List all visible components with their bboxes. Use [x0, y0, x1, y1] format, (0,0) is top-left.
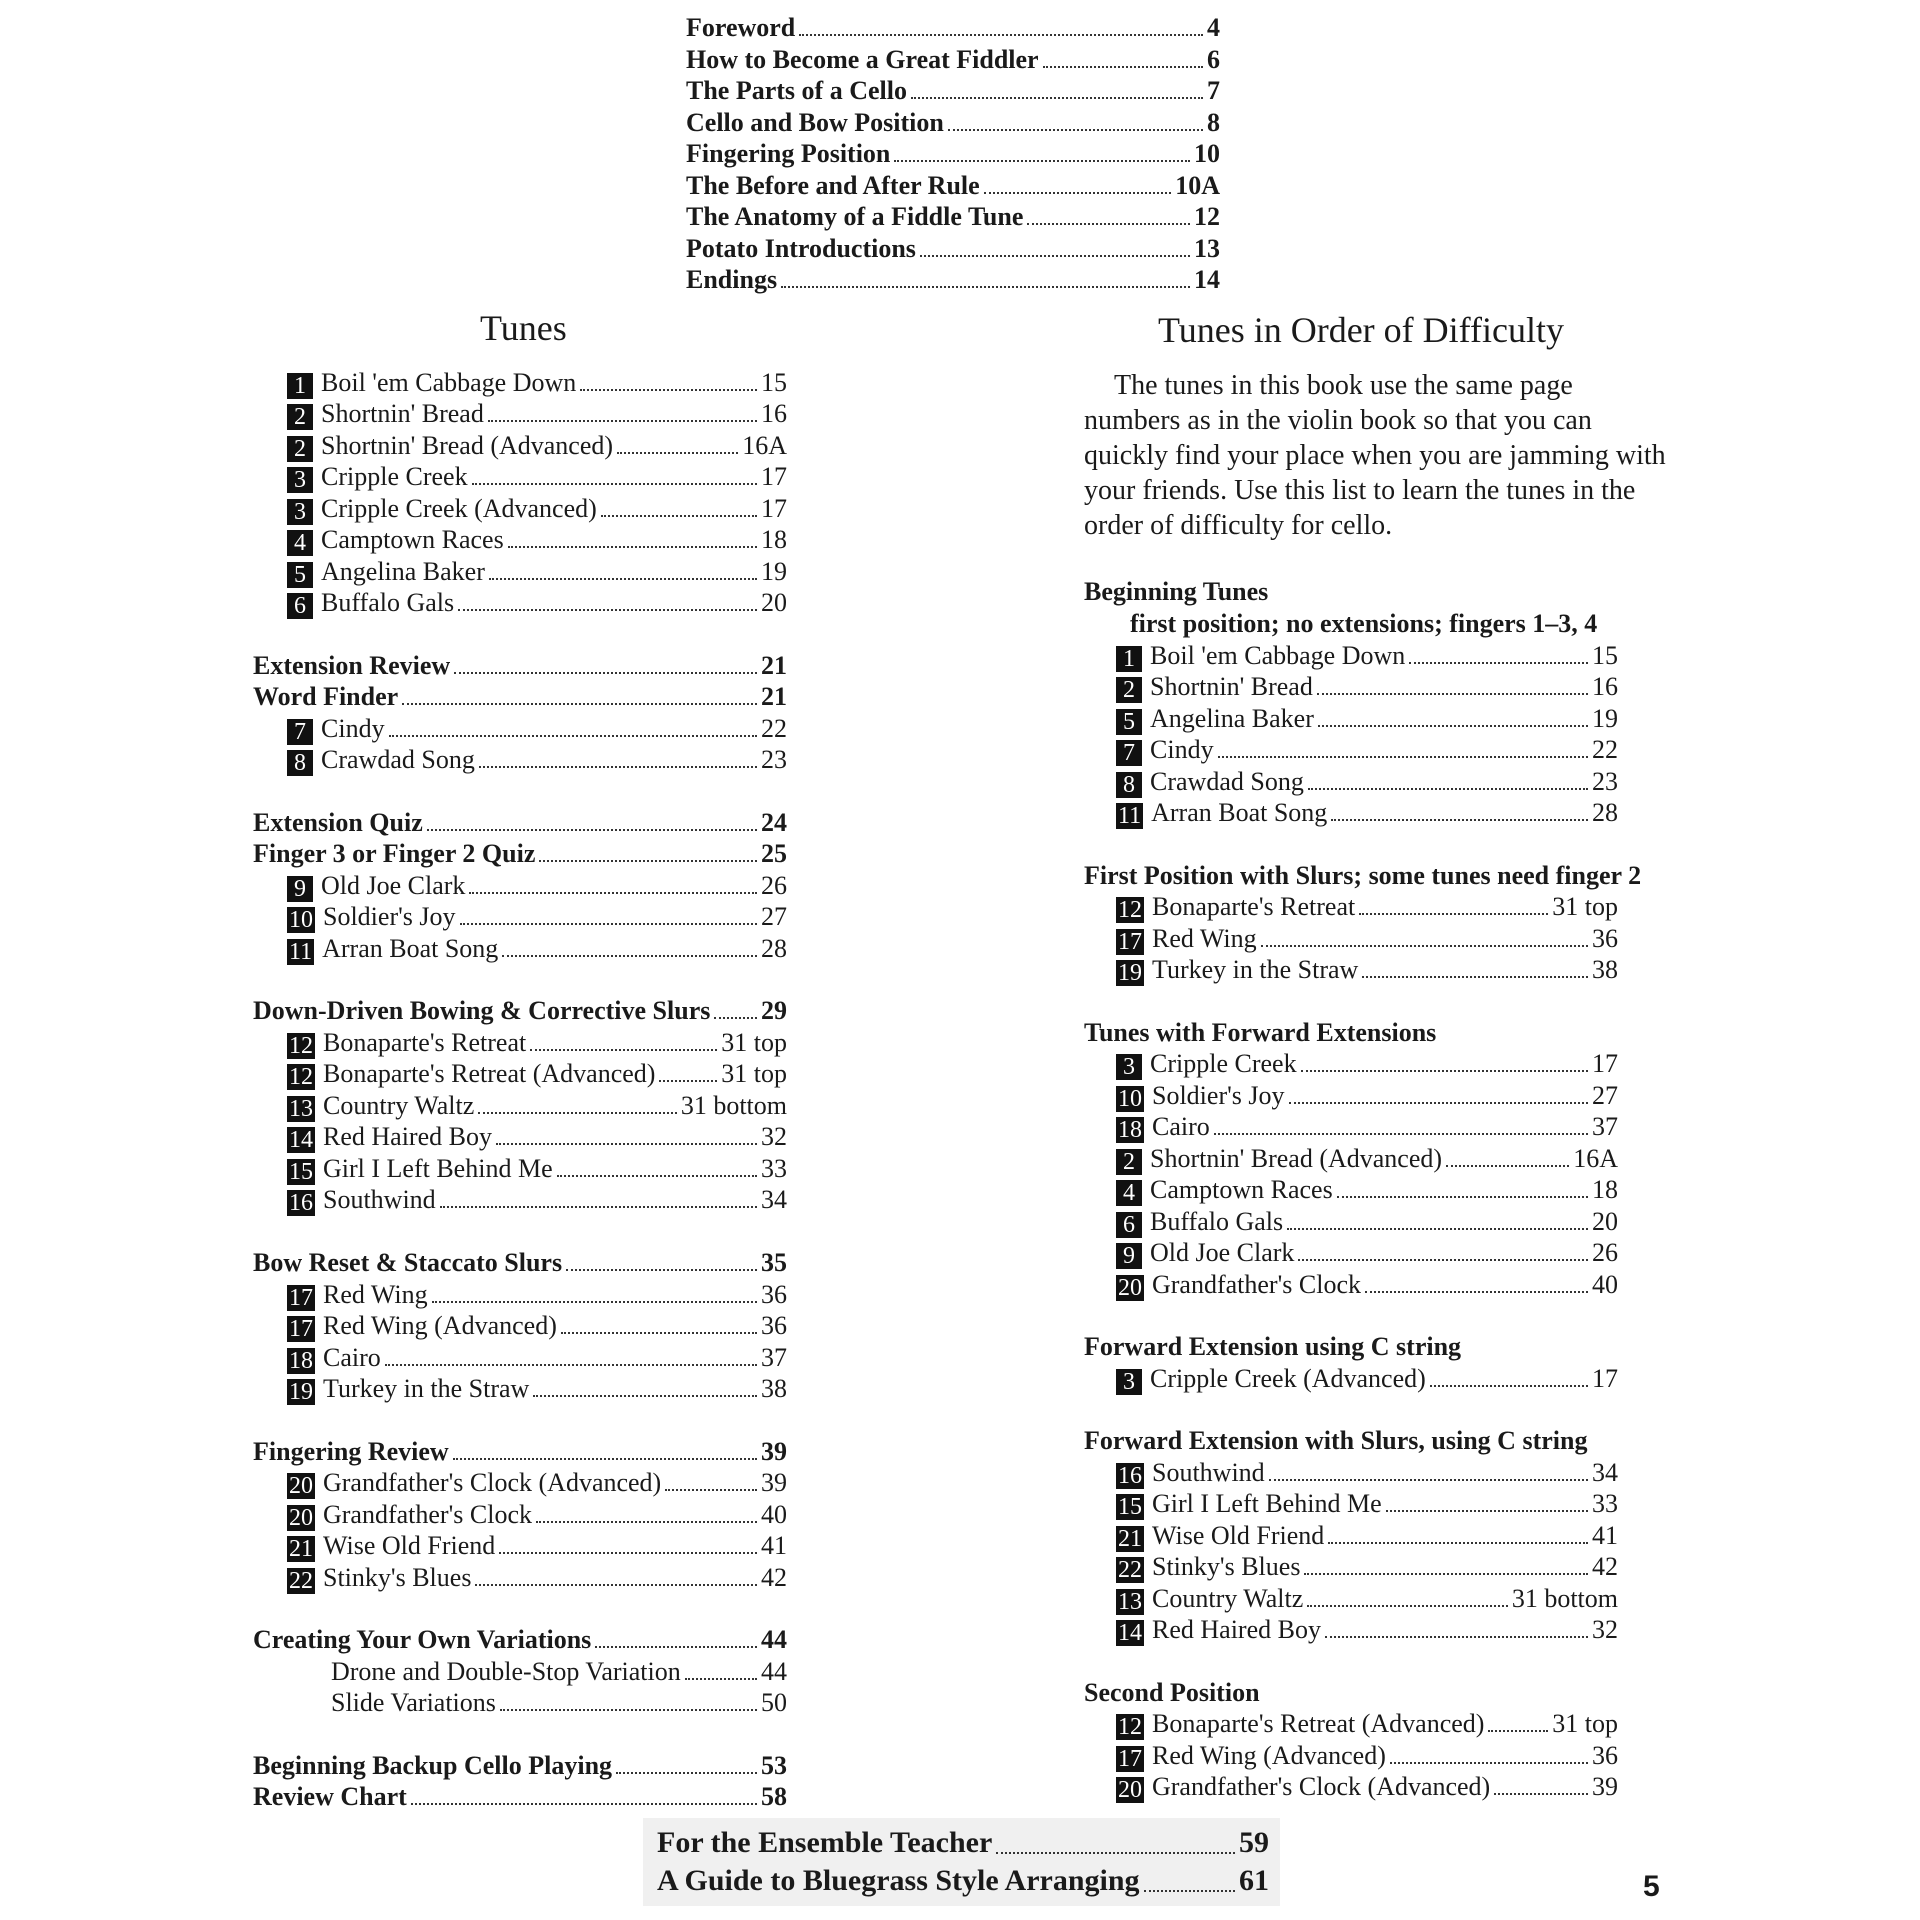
tune-entry: 9 Old Joe Clark 26: [287, 870, 787, 902]
tune-entry: 3 Cripple Creek 17: [287, 461, 787, 493]
tune-entry: 12 Bonaparte's Retreat 31 top: [289, 1028, 787, 1059]
tune-entry: 19 Turkey in the Straw 38: [289, 1374, 787, 1405]
page-number: 5: [1643, 1870, 1660, 1903]
tune-entry: 3 Cripple Creek 17: [1116, 1048, 1618, 1080]
section-entry: Finger 3 or Finger 2 Quiz 25: [253, 839, 787, 868]
tune-entry: 4 Camptown Races 18: [287, 524, 787, 556]
tune-number-badge: 2: [1116, 1149, 1142, 1175]
section-entry: Review Chart 58: [253, 1782, 787, 1811]
tune-number-badge: 1: [287, 373, 313, 399]
section-title: Beginning Tunes: [1084, 577, 1269, 606]
tune-number-badge: 20: [289, 1505, 313, 1531]
tune-entry: 8 Crawdad Song 23: [1116, 766, 1618, 798]
tune-entry: 11 Arran Boat Song 28: [1118, 798, 1618, 829]
tune-number-badge: 8: [1116, 772, 1142, 798]
tune-entry: 12 Bonaparte's Retreat (Advanced) 31 top: [1118, 1709, 1618, 1740]
tune-number-badge: 3: [287, 499, 313, 525]
toc-anatomy-fiddle-tune: The Anatomy of a Fiddle Tune 12: [686, 202, 1220, 231]
tune-entry: 1 Boil 'em Cabbage Down 15: [1116, 640, 1618, 672]
toc-endings: Endings 14: [686, 265, 1220, 294]
tune-number-badge: 3: [1116, 1054, 1142, 1080]
tune-number-badge: 12: [289, 1064, 313, 1090]
tune-number-badge: 18: [1118, 1117, 1142, 1143]
tune-entry: 21 Wise Old Friend 41: [1118, 1521, 1618, 1552]
tune-number-badge: 10: [1118, 1086, 1142, 1112]
section-entry: Extension Review 21: [253, 651, 787, 680]
section-entry: Down-Driven Bowing & Corrective Slurs 29: [253, 996, 787, 1025]
tune-entry: 18 Cairo 37: [289, 1343, 787, 1374]
tune-number-badge: 13: [289, 1096, 313, 1122]
tune-entry: 20 Grandfather's Clock (Advanced) 39: [289, 1468, 787, 1499]
section-subtitle: first position; no extensions; fingers 1–3, 4: [1130, 609, 1598, 638]
tune-entry: 10 Soldier's Joy 27: [289, 902, 787, 933]
tune-entry: 17 Red Wing 36: [289, 1280, 787, 1311]
tune-entry: 9 Old Joe Clark 26: [1116, 1237, 1618, 1269]
toc-ensemble-teacher: For the Ensemble Teacher 59: [657, 1826, 1269, 1859]
tune-entry: 17 Red Wing (Advanced) 36: [289, 1311, 787, 1342]
section-title: Second Position: [1084, 1678, 1260, 1707]
tune-entry: 12 Bonaparte's Retreat 31 top: [1118, 892, 1618, 923]
tune-entry: 12 Bonaparte's Retreat (Advanced) 31 top: [289, 1059, 787, 1090]
tune-number-badge: 6: [287, 593, 313, 619]
tune-entry: 5 Angelina Baker 19: [1116, 703, 1618, 735]
tune-number-badge: 17: [1118, 1746, 1142, 1772]
tune-number-badge: 15: [289, 1159, 313, 1185]
tune-number-badge: 6: [1116, 1212, 1142, 1238]
toc-foreword: Foreword 4: [686, 13, 1220, 42]
tune-number-badge: 2: [287, 436, 313, 462]
tune-number-badge: 11: [1118, 803, 1142, 829]
tune-entry: 19 Turkey in the Straw 38: [1118, 955, 1618, 986]
toc-cello-bow-position: Cello and Bow Position 8: [686, 108, 1220, 137]
tune-number-badge: 17: [289, 1316, 313, 1342]
tune-number-badge: 16: [289, 1190, 313, 1216]
toc-great-fiddler: How to Become a Great Fiddler 6: [686, 45, 1220, 74]
tune-number-badge: 1: [1116, 646, 1142, 672]
tune-number-badge: 15: [1118, 1494, 1142, 1520]
section-title: Forward Extension using C string: [1084, 1332, 1462, 1361]
tune-number-badge: 3: [1116, 1369, 1142, 1395]
tune-entry: 16 Southwind 34: [289, 1185, 787, 1216]
tune-entry: 2 Shortnin' Bread 16: [1116, 671, 1618, 703]
toc-parts-of-cello: The Parts of a Cello 7: [686, 76, 1220, 105]
tune-number-badge: 3: [287, 467, 313, 493]
tune-number-badge: 2: [1116, 677, 1142, 703]
section-entry: Bow Reset & Staccato Slurs 35: [253, 1248, 787, 1277]
toc-fingering-position: Fingering Position 10: [686, 139, 1220, 168]
tune-number-badge: 12: [1118, 897, 1142, 923]
tune-number-badge: 20: [289, 1473, 313, 1499]
tune-entry: 4 Camptown Races 18: [1116, 1174, 1618, 1206]
tune-entry: 20 Grandfather's Clock 40: [1118, 1270, 1618, 1301]
tune-number-badge: 13: [1118, 1589, 1142, 1615]
tune-number-badge: 8: [287, 750, 313, 776]
section-entry: Creating Your Own Variations 44: [253, 1625, 787, 1654]
tune-number-badge: 9: [1116, 1243, 1142, 1269]
tune-number-badge: 12: [289, 1033, 313, 1059]
tune-number-badge: 21: [1118, 1526, 1142, 1552]
tune-number-badge: 22: [289, 1568, 313, 1594]
toc-bluegrass-arranging: A Guide to Bluegrass Style Arranging 61: [657, 1864, 1269, 1897]
tune-number-badge: 10: [289, 907, 313, 933]
section-entry: Extension Quiz 24: [253, 808, 787, 837]
tune-entry: 15 Girl I Left Behind Me 33: [1118, 1489, 1618, 1520]
tune-number-badge: 21: [289, 1536, 313, 1562]
tune-entry: 1 Boil 'em Cabbage Down 15: [287, 367, 787, 399]
tune-number-badge: 14: [1118, 1620, 1142, 1646]
difficulty-intro: The tunes in this book use the same page numbers as in the violin book so that you can quickly find your place when you are jamming with your friends. Use this list to learn the tunes in the order of difficulty for cello.: [1084, 370, 1666, 541]
toc-potato-introductions: Potato Introductions 13: [686, 234, 1220, 263]
tune-number-badge: 18: [289, 1348, 313, 1374]
tune-entry: 14 Red Haired Boy 32: [1118, 1615, 1618, 1646]
tunes-heading: Tunes: [480, 308, 567, 348]
tune-entry: 2 Shortnin' Bread (Advanced) 16A: [1116, 1143, 1618, 1175]
section-title: First Position with Slurs; some tunes need finger 2: [1084, 861, 1642, 890]
sub-entry: Slide Variations 50: [331, 1688, 787, 1717]
tune-entry: 10 Soldier's Joy 27: [1118, 1081, 1618, 1112]
tune-entry: 17 Red Wing (Advanced) 36: [1118, 1741, 1618, 1772]
tune-number-badge: 9: [287, 876, 313, 902]
tune-number-badge: 14: [289, 1127, 313, 1153]
tune-entry: 21 Wise Old Friend 41: [289, 1531, 787, 1562]
tune-number-badge: 2: [287, 404, 313, 430]
tune-entry: 5 Angelina Baker 19: [287, 556, 787, 588]
tune-entry: 2 Shortnin' Bread (Advanced) 16A: [287, 430, 787, 462]
tune-entry: 3 Cripple Creek (Advanced) 17: [1116, 1363, 1618, 1395]
tune-number-badge: 20: [1118, 1777, 1142, 1803]
tune-entry: 20 Grandfather's Clock 40: [289, 1500, 787, 1531]
tune-entry: 14 Red Haired Boy 32: [289, 1122, 787, 1153]
toc-before-after-rule: The Before and After Rule 10A: [686, 171, 1220, 200]
tune-number-badge: 11: [289, 939, 313, 965]
tune-number-badge: 7: [287, 719, 313, 745]
tune-entry: 7 Cindy 22: [1116, 734, 1618, 766]
tune-number-badge: 17: [1118, 929, 1142, 955]
tune-entry: 2 Shortnin' Bread 16: [287, 398, 787, 430]
tune-entry: 15 Girl I Left Behind Me 33: [289, 1154, 787, 1185]
tune-number-badge: 22: [1118, 1557, 1142, 1583]
tune-entry: 11 Arran Boat Song 28: [289, 934, 787, 965]
tune-entry: 16 Southwind 34: [1118, 1458, 1618, 1489]
tune-entry: 3 Cripple Creek (Advanced) 17: [287, 493, 787, 525]
tune-number-badge: 4: [287, 530, 313, 556]
tune-number-badge: 16: [1118, 1463, 1142, 1489]
tune-entry: 20 Grandfather's Clock (Advanced) 39: [1118, 1772, 1618, 1803]
tune-number-badge: 5: [1116, 709, 1142, 735]
tune-number-badge: 19: [1118, 960, 1142, 986]
tune-number-badge: 20: [1118, 1275, 1142, 1301]
tune-number-badge: 19: [289, 1379, 313, 1405]
tune-entry: 13 Country Waltz 31 bottom: [1118, 1584, 1618, 1615]
difficulty-heading: Tunes in Order of Difficulty: [1158, 310, 1564, 350]
tune-entry: 7 Cindy 22: [287, 713, 787, 745]
tune-number-badge: 17: [289, 1285, 313, 1311]
tune-number-badge: 7: [1116, 740, 1142, 766]
tune-number-badge: 12: [1118, 1714, 1142, 1740]
section-title: Forward Extension with Slurs, using C string: [1084, 1426, 1588, 1455]
section-entry: Fingering Review 39: [253, 1437, 787, 1466]
sub-entry: Drone and Double-Stop Variation 44: [331, 1657, 787, 1686]
tune-entry: 17 Red Wing 36: [1118, 924, 1618, 955]
tune-entry: 6 Buffalo Gals 20: [1116, 1206, 1618, 1238]
section-entry: Beginning Backup Cello Playing 53: [253, 1751, 787, 1780]
tune-number-badge: 4: [1116, 1180, 1142, 1206]
section-entry: Word Finder 21: [253, 682, 787, 711]
tune-entry: 8 Crawdad Song 23: [287, 744, 787, 776]
tune-entry: 22 Stinky's Blues 42: [289, 1563, 787, 1594]
tune-number-badge: 5: [287, 562, 313, 588]
tune-entry: 13 Country Waltz 31 bottom: [289, 1091, 787, 1122]
tune-entry: 18 Cairo 37: [1118, 1112, 1618, 1143]
section-title: Tunes with Forward Extensions: [1084, 1018, 1437, 1047]
tune-entry: 6 Buffalo Gals 20: [287, 587, 787, 619]
tune-entry: 22 Stinky's Blues 42: [1118, 1552, 1618, 1583]
